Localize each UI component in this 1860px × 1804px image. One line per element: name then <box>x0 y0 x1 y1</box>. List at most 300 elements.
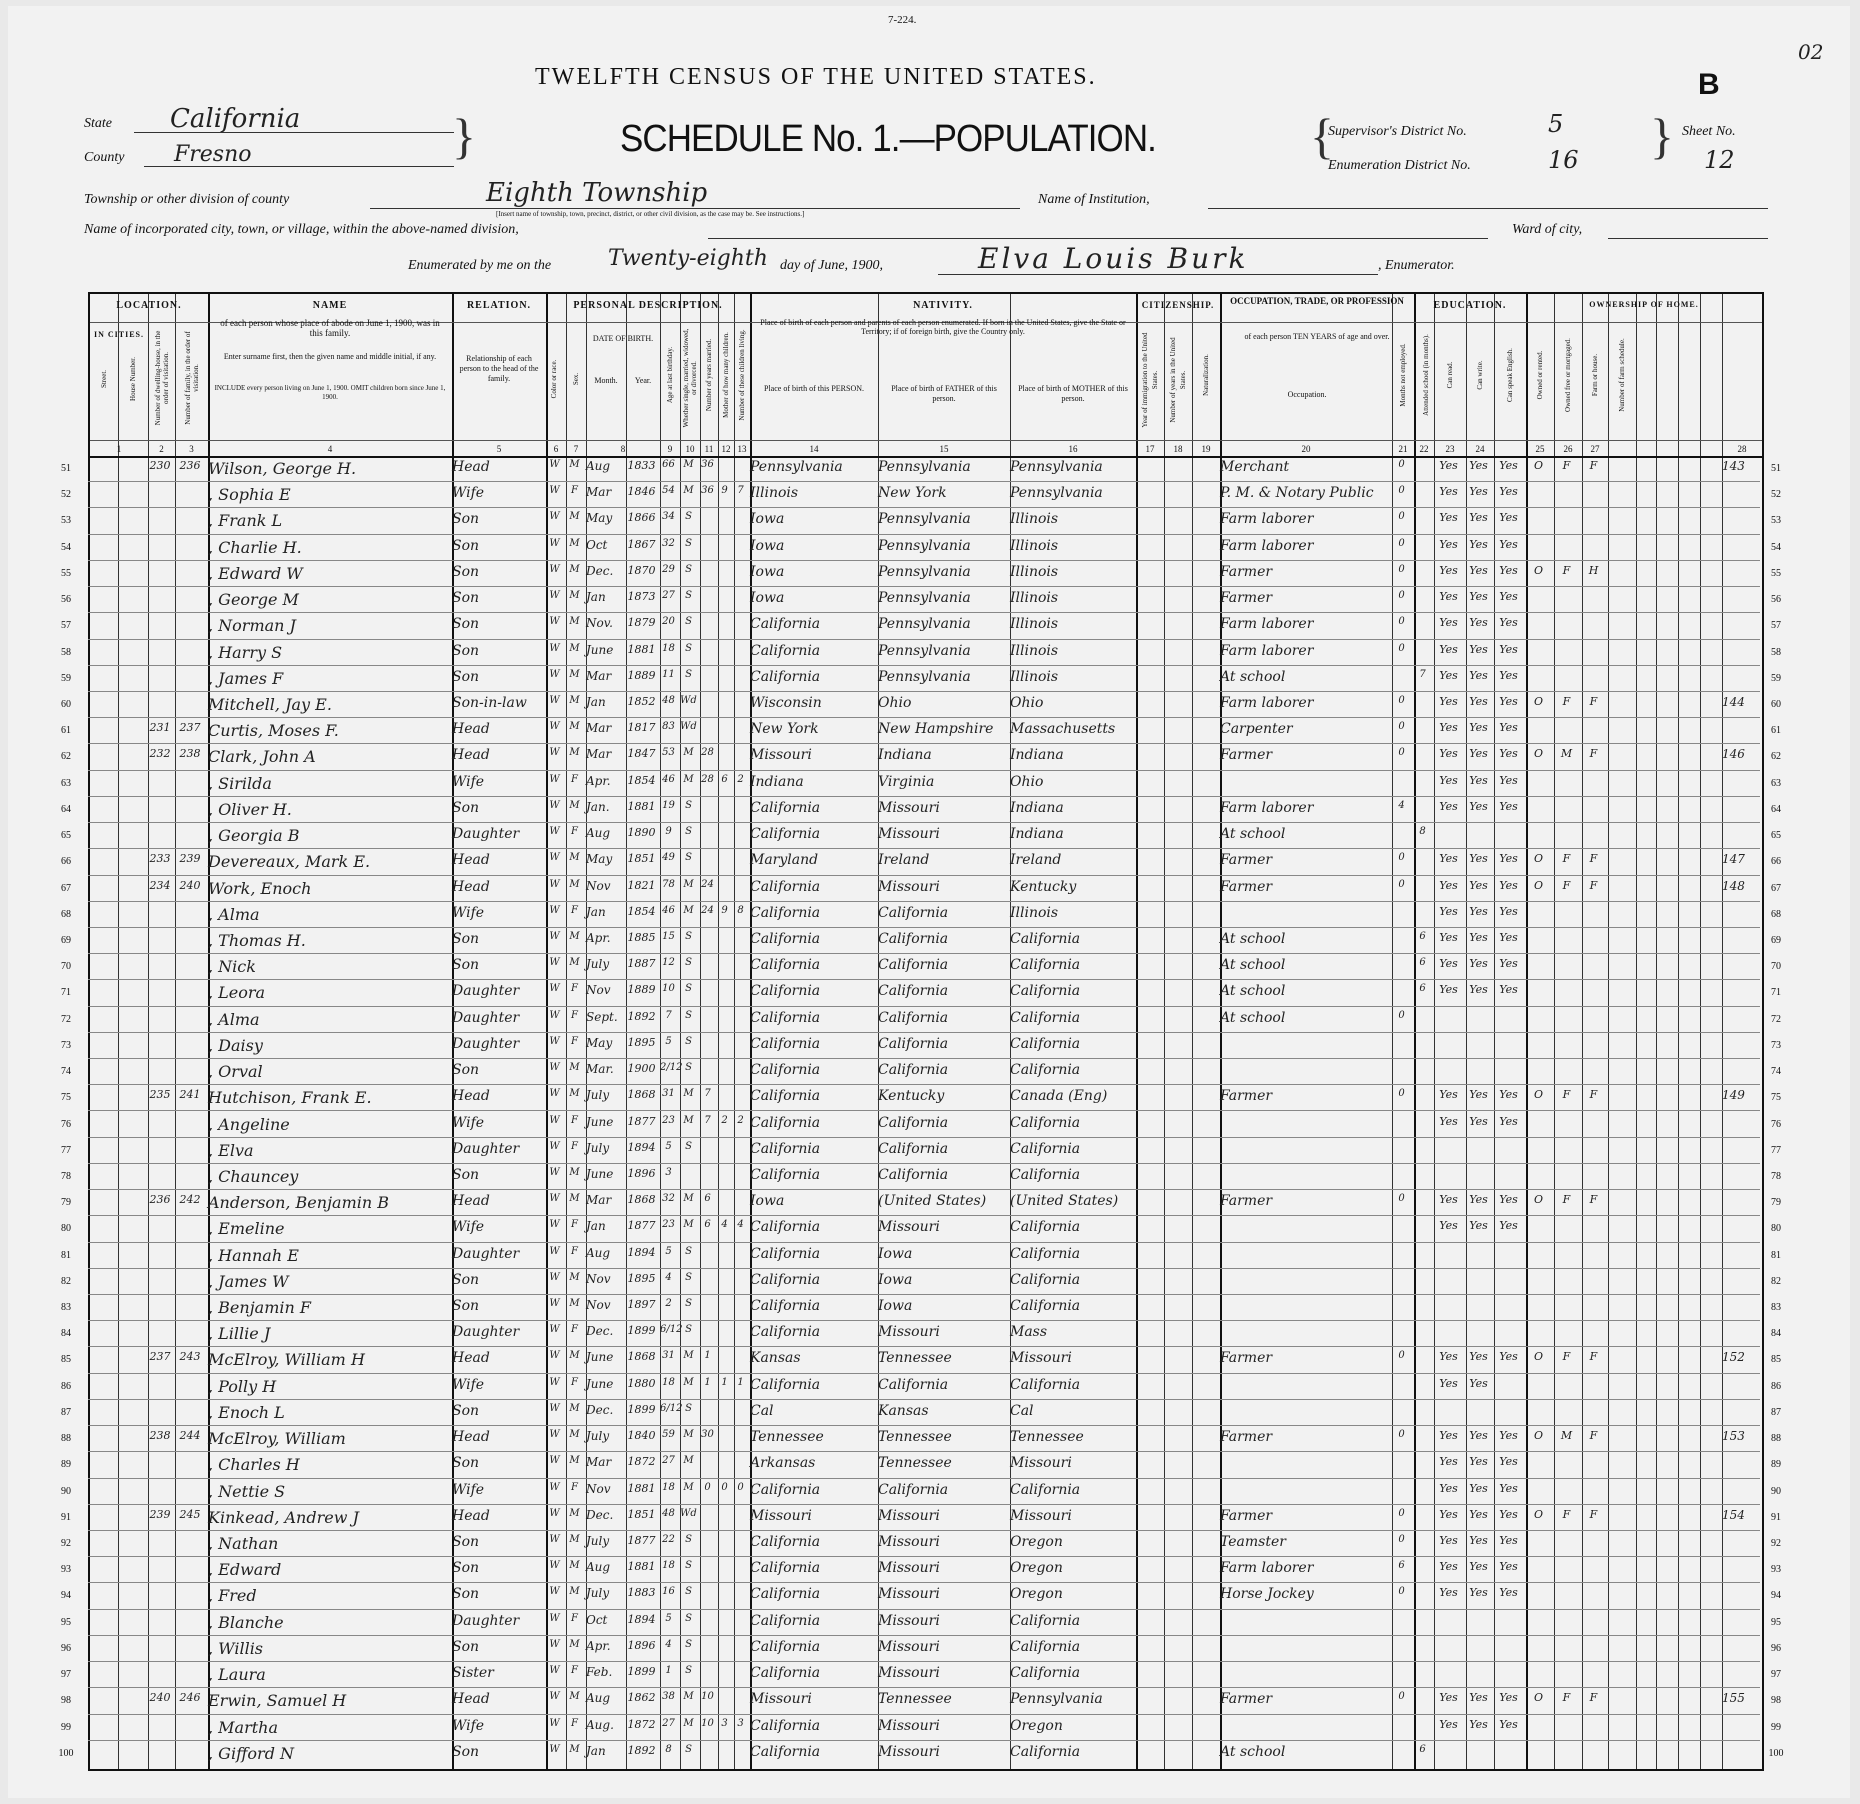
line-number-right: 69 <box>1771 934 1781 946</box>
relation: Son <box>452 1166 480 1183</box>
table-row <box>61 954 1781 980</box>
can-write: Yes <box>1469 1376 1488 1390</box>
occupation: Teamster <box>1220 1534 1286 1551</box>
color: W <box>549 1376 560 1388</box>
years-married: 28 <box>701 747 714 759</box>
can-read: Yes <box>1439 747 1458 761</box>
sex: F <box>571 1665 578 1677</box>
state-underline <box>134 132 454 133</box>
table-row <box>61 1112 1781 1138</box>
marital-status: S <box>685 1586 692 1598</box>
line-number: 92 <box>61 1538 71 1550</box>
sex: M <box>569 1429 580 1441</box>
months-unemployed: 0 <box>1398 1350 1405 1362</box>
birth-month: Aug <box>586 1691 611 1706</box>
line-number: 91 <box>61 1511 71 1523</box>
years-married: 1 <box>704 1376 711 1388</box>
sex: F <box>571 1035 578 1047</box>
occupation: Carpenter <box>1220 721 1293 738</box>
children-living: 8 <box>737 904 744 916</box>
birth-month: Nov <box>586 1481 611 1496</box>
occupation: Farm laborer <box>1220 511 1314 528</box>
table-row <box>61 1531 1781 1557</box>
color: W <box>549 563 560 575</box>
months-unemployed: 0 <box>1398 1429 1405 1441</box>
can-read: Yes <box>1439 642 1458 656</box>
line-number: 64 <box>61 803 71 815</box>
birthplace-mother: California <box>1010 1612 1081 1629</box>
birth-year: 1852 <box>627 694 656 708</box>
birth-year: 1868 <box>627 1193 656 1207</box>
birth-month: June <box>586 1376 614 1391</box>
birth-month: June <box>586 1350 614 1365</box>
form-code: 7-224. <box>888 14 917 26</box>
age: 5 <box>665 1245 672 1257</box>
month-header: Month. <box>594 376 618 385</box>
birthplace-person: Illinois <box>750 485 799 502</box>
marital-status: S <box>685 1271 692 1283</box>
sex: M <box>569 957 580 969</box>
occupation: Farm laborer <box>1220 1560 1314 1577</box>
can-speak-english: Yes <box>1499 1219 1518 1233</box>
relation: Sister <box>452 1665 494 1682</box>
color: W <box>549 1481 560 1493</box>
birthplace-mother: Oregon <box>1010 1534 1063 1551</box>
sex: M <box>569 1271 580 1283</box>
sex: M <box>569 668 580 680</box>
sex: M <box>569 1691 580 1703</box>
birth-header: DATE OF BIRTH. <box>592 334 654 343</box>
marital-status: M <box>683 1455 694 1467</box>
dwelling-number: 238 <box>149 1429 171 1443</box>
birth-year: 1879 <box>627 616 656 630</box>
marital-status: Wd <box>680 1507 697 1519</box>
sex: M <box>569 1534 580 1546</box>
can-read: Yes <box>1439 1507 1458 1521</box>
person-name: , Nettie S <box>208 1481 286 1501</box>
can-read: Yes <box>1439 590 1458 604</box>
relation: Son <box>452 957 480 974</box>
can-read: Yes <box>1439 721 1458 735</box>
line-number: 96 <box>61 1642 71 1654</box>
relation: Son <box>452 930 480 947</box>
relation: Daughter <box>452 1612 520 1629</box>
family-number: 237 <box>179 721 201 735</box>
family-number: 239 <box>179 852 201 866</box>
marital-status: S <box>685 930 692 942</box>
enumerator-label: , Enumerator. <box>1378 258 1455 273</box>
birth-year: 1877 <box>627 1114 656 1128</box>
relation: Head <box>452 747 490 764</box>
relation: Head <box>452 878 490 895</box>
table-row <box>61 1688 1781 1714</box>
can-speak-english: Yes <box>1499 563 1518 577</box>
relation: Son <box>452 537 480 554</box>
age: 15 <box>662 930 675 942</box>
naturalization-header: Naturalization. <box>1202 354 1210 396</box>
birthplace-mother: (United States) <box>1010 1193 1119 1210</box>
birth-month: Mar <box>586 1455 612 1470</box>
column-number: 26 <box>1563 444 1573 454</box>
color: W <box>549 878 560 890</box>
months-unemployed: 0 <box>1398 852 1405 864</box>
line-number: 83 <box>61 1302 71 1314</box>
age: 31 <box>662 1088 675 1100</box>
sex: F <box>571 1481 578 1493</box>
dwelling-header: Number of dwelling-house, in the order of visitation. <box>154 330 170 426</box>
color: W <box>549 904 560 916</box>
color: W <box>549 930 560 942</box>
birth-year: 1894 <box>627 1245 656 1259</box>
table-row <box>61 1505 1781 1531</box>
birth-month: Jan <box>586 1219 606 1234</box>
birth-year: 1877 <box>627 1219 656 1233</box>
enum-district-value: 16 <box>1548 146 1579 174</box>
age: 6/12 <box>660 1402 683 1414</box>
marital-status: S <box>685 563 692 575</box>
birthplace-person: California <box>750 904 821 921</box>
birthplace-father: Missouri <box>878 1638 940 1655</box>
color: W <box>549 1140 560 1152</box>
line-number-right: 73 <box>1771 1039 1781 1051</box>
age: 27 <box>662 1455 675 1467</box>
sex: M <box>569 537 580 549</box>
birth-month: Aug <box>586 1560 611 1575</box>
sex: M <box>569 590 580 602</box>
occupation: At school <box>1220 930 1286 947</box>
birthplace-father: Pennsylvania <box>878 616 971 633</box>
birthplace-father: California <box>878 983 949 1000</box>
occupation: Farmer <box>1220 1691 1273 1708</box>
can-read: Yes <box>1439 1691 1458 1705</box>
person-name: Clark, John A <box>208 747 316 767</box>
person-name: Hutchison, Frank E. <box>208 1088 372 1108</box>
can-read: Yes <box>1439 1193 1458 1207</box>
person-name: , Gifford N <box>208 1743 295 1763</box>
age: 1 <box>665 1665 672 1677</box>
marital-status: Wd <box>680 721 697 733</box>
group-in-cities: IN CITIES. <box>93 330 144 339</box>
line-number-right: 98 <box>1771 1695 1781 1707</box>
line-number: 86 <box>61 1380 71 1392</box>
relation: Wife <box>452 1114 485 1131</box>
birthplace-mother: California <box>1010 1376 1081 1393</box>
relation: Wife <box>452 773 485 790</box>
occupation: Farm laborer <box>1220 694 1314 711</box>
table-row <box>61 666 1781 692</box>
children-living: 0 <box>737 1481 744 1493</box>
marital-status: S <box>685 668 692 680</box>
line-number: 65 <box>61 830 71 842</box>
birthplace-mother: California <box>1010 1035 1081 1052</box>
line-number-right: 81 <box>1771 1249 1781 1261</box>
table-row <box>61 771 1781 797</box>
table-row <box>61 1059 1781 1085</box>
occupation: At school <box>1220 957 1286 974</box>
birth-year: 1817 <box>627 721 656 735</box>
age: 54 <box>662 485 675 497</box>
months-unemployed: 0 <box>1398 563 1405 575</box>
age: 27 <box>662 590 675 602</box>
color: W <box>549 1271 560 1283</box>
group-citizenship: CITIZENSHIP. <box>1141 300 1215 310</box>
dwelling-number: 233 <box>149 852 171 866</box>
birthplace-person: California <box>750 1114 821 1131</box>
line-number-right: 57 <box>1771 620 1781 632</box>
birth-month: Nov <box>586 1271 611 1286</box>
relation: Daughter <box>452 1324 520 1341</box>
color: W <box>549 1638 560 1650</box>
birth-month: Dec. <box>586 1507 614 1522</box>
birth-year: 1883 <box>627 1586 656 1600</box>
year-header: Year. <box>634 376 652 385</box>
birthplace-father: Kansas <box>878 1402 929 1419</box>
school-header: Attended school (in months). <box>1422 334 1430 416</box>
line-number-right: 61 <box>1771 725 1781 737</box>
can-write: Yes <box>1469 721 1488 735</box>
school-months: 6 <box>1419 1743 1426 1755</box>
birth-month: Nov <box>586 1298 611 1313</box>
sex: M <box>569 1638 580 1650</box>
age: 2 <box>665 1298 672 1310</box>
birthplace-father: California <box>878 1062 949 1079</box>
census-sheet <box>8 6 1850 1798</box>
birth-year: 1862 <box>627 1691 656 1705</box>
sex: M <box>569 1402 580 1414</box>
birthplace-father: Ohio <box>878 694 912 711</box>
table-row <box>61 1164 1781 1190</box>
color: W <box>549 1245 560 1257</box>
relation: Daughter <box>452 1245 520 1262</box>
birthplace-father: Missouri <box>878 1665 940 1682</box>
age: 27 <box>662 1717 675 1729</box>
table-row <box>61 535 1781 561</box>
relation: Son <box>452 1743 480 1760</box>
occupation: Farmer <box>1220 852 1273 869</box>
months-unemployed: 0 <box>1398 1507 1405 1519</box>
can-read: Yes <box>1439 563 1458 577</box>
birth-month: June <box>586 1166 614 1181</box>
owned-rented: O <box>1533 852 1544 866</box>
sex: F <box>571 1245 578 1257</box>
color: W <box>549 694 560 706</box>
age: 18 <box>662 1560 675 1572</box>
farm-house: F <box>1589 747 1598 761</box>
table-row <box>61 1321 1781 1347</box>
birth-year: 1866 <box>627 511 656 525</box>
color: W <box>549 1455 560 1467</box>
age: 5 <box>665 1140 672 1152</box>
marital-status: S <box>685 1638 692 1650</box>
column-number: 12 <box>721 444 731 454</box>
write-header: Can write. <box>1476 360 1484 390</box>
birthplace-person: California <box>750 1088 821 1105</box>
can-write: Yes <box>1469 773 1488 787</box>
birthplace-father: California <box>878 1140 949 1157</box>
months-unemployed: 0 <box>1398 1009 1405 1021</box>
line-number-right: 100 <box>1768 1747 1784 1759</box>
can-speak-english: Yes <box>1499 852 1518 866</box>
line-number-right: 90 <box>1771 1485 1781 1497</box>
birthplace-mother: Illinois <box>1010 668 1059 685</box>
can-speak-english: Yes <box>1499 1691 1518 1705</box>
can-speak-english: Yes <box>1499 511 1518 525</box>
line-number: 87 <box>61 1406 71 1418</box>
birth-year: 1899 <box>627 1665 656 1679</box>
can-write: Yes <box>1469 747 1488 761</box>
marital-status: M <box>683 1481 694 1493</box>
line-number: 53 <box>61 515 71 527</box>
birthplace-person: Kansas <box>750 1350 801 1367</box>
free-header: Owned free or mortgaged. <box>1564 338 1572 412</box>
marital-status: S <box>685 511 692 523</box>
birth-month: Nov. <box>586 616 613 631</box>
table-row <box>61 1190 1781 1216</box>
marital-status: M <box>683 1691 694 1703</box>
supervisor-label: Supervisor's District No. <box>1328 124 1467 139</box>
birthplace-person: California <box>750 1743 821 1760</box>
color: W <box>549 459 560 470</box>
line-number: 72 <box>61 1013 71 1025</box>
institution-underline <box>1208 208 1768 209</box>
city-underline <box>708 238 1488 239</box>
birthplace-father: California <box>878 1376 949 1393</box>
can-write: Yes <box>1469 642 1488 656</box>
birth-year: 1895 <box>627 1035 656 1049</box>
county-value: Fresno <box>174 142 252 167</box>
line-number: 88 <box>61 1433 71 1445</box>
marital-status: S <box>685 537 692 549</box>
line-number-right: 94 <box>1771 1590 1781 1602</box>
birth-year: 1868 <box>627 1350 656 1364</box>
line-number: 82 <box>61 1275 71 1287</box>
birthplace-father: Missouri <box>878 1534 940 1551</box>
can-speak-english: Yes <box>1499 799 1518 813</box>
column-number: 10 <box>685 444 695 454</box>
marital-status: S <box>685 1062 692 1074</box>
table-row <box>61 1557 1781 1583</box>
line-number: 77 <box>61 1144 71 1156</box>
group-location: LOCATION. <box>116 300 182 311</box>
enum-district-label: Enumeration District No. <box>1328 158 1471 173</box>
birthplace-father: California <box>878 957 949 974</box>
birth-year: 1899 <box>627 1324 656 1338</box>
relation: Head <box>452 1691 490 1708</box>
age-header: Age at last birthday. <box>666 346 674 404</box>
free-mortgaged: F <box>1562 459 1571 472</box>
line-number-right: 65 <box>1771 830 1781 842</box>
can-speak-english: Yes <box>1499 668 1518 682</box>
dwelling-number: 232 <box>149 747 171 761</box>
age: 2/12 <box>660 1062 683 1074</box>
age: 8 <box>665 1743 672 1755</box>
group-nativity: NATIVITY. <box>913 300 973 311</box>
birthplace-mother: Cal <box>1010 1402 1034 1419</box>
can-read: Yes <box>1439 1088 1458 1102</box>
group-ownership: OWNERSHIP OF HOME. <box>1589 300 1699 309</box>
birthplace-person: Iowa <box>750 537 785 554</box>
farm-schedule: 144 <box>1722 694 1745 709</box>
color: W <box>549 642 560 654</box>
months-unemployed: 0 <box>1398 1193 1405 1205</box>
free-mortgaged: F <box>1562 1350 1571 1364</box>
birth-year: 1894 <box>627 1612 656 1626</box>
occupation: Merchant <box>1220 459 1290 475</box>
occupation: Farmer <box>1220 563 1273 580</box>
birthplace-mother: California <box>1010 1638 1081 1655</box>
person-name: Kinkead, Andrew J <box>208 1507 359 1527</box>
months-unemployed: 0 <box>1398 747 1405 759</box>
relation-desc: Relationship of each person to the head of the family. <box>459 354 539 383</box>
person-name: , Polly H <box>208 1376 277 1396</box>
owned-rented: O <box>1533 1429 1544 1443</box>
children-born: 6 <box>721 773 728 785</box>
line-number-right: 66 <box>1771 856 1781 868</box>
children-living: 1 <box>737 1376 744 1388</box>
sex: F <box>571 904 578 916</box>
color: W <box>549 1062 560 1074</box>
ward-underline <box>1608 238 1768 239</box>
line-number: 78 <box>61 1170 71 1182</box>
marital-status: M <box>683 1193 694 1205</box>
months-unemployed: 0 <box>1398 590 1405 602</box>
years-married: 36 <box>701 485 714 497</box>
birthplace-person: Missouri <box>750 1691 812 1708</box>
name-instr: Enter surname first, then the given name and middle initial, if any. <box>223 352 437 361</box>
occupation: Farmer <box>1220 1350 1273 1367</box>
color: W <box>549 1586 560 1598</box>
farm-house: F <box>1589 852 1598 866</box>
birth-year: 1896 <box>627 1166 656 1180</box>
age: 10 <box>662 983 675 995</box>
can-read: Yes <box>1439 773 1458 787</box>
can-write: Yes <box>1469 459 1488 472</box>
birthplace-father: California <box>878 1481 949 1498</box>
line-number: 75 <box>61 1092 71 1104</box>
can-speak-english: Yes <box>1499 878 1518 892</box>
color: W <box>549 721 560 733</box>
birthplace-father: California <box>878 1035 949 1052</box>
table-row <box>61 1033 1781 1059</box>
birthplace-person: California <box>750 1481 821 1498</box>
months-unemployed: 0 <box>1398 537 1405 549</box>
color: W <box>549 1717 560 1729</box>
can-read: Yes <box>1439 904 1458 918</box>
sex: F <box>571 826 578 838</box>
color: W <box>549 485 560 497</box>
column-number: 11 <box>704 444 714 454</box>
birthplace-person: California <box>750 1376 821 1393</box>
marital-status: M <box>683 1376 694 1388</box>
brace-right: { <box>1310 108 1334 164</box>
table-row <box>58 1741 1784 1767</box>
person-name: Curtis, Moses F. <box>208 721 339 741</box>
age: 23 <box>662 1219 675 1231</box>
line-number-right: 75 <box>1771 1092 1781 1104</box>
occupation-header: Occupation. <box>1287 390 1327 399</box>
birth-year: 1833 <box>627 459 656 472</box>
birthplace-father: Tennessee <box>878 1691 952 1708</box>
color: W <box>549 1402 560 1414</box>
line-number: 81 <box>61 1249 71 1261</box>
column-number: 27 <box>1590 444 1600 454</box>
color: W <box>549 983 560 995</box>
sex: F <box>571 983 578 995</box>
birthplace-mother: California <box>1010 1665 1081 1682</box>
relation: Son <box>452 1560 480 1577</box>
birth-year: 1847 <box>627 747 656 761</box>
can-speak-english: Yes <box>1499 904 1518 918</box>
